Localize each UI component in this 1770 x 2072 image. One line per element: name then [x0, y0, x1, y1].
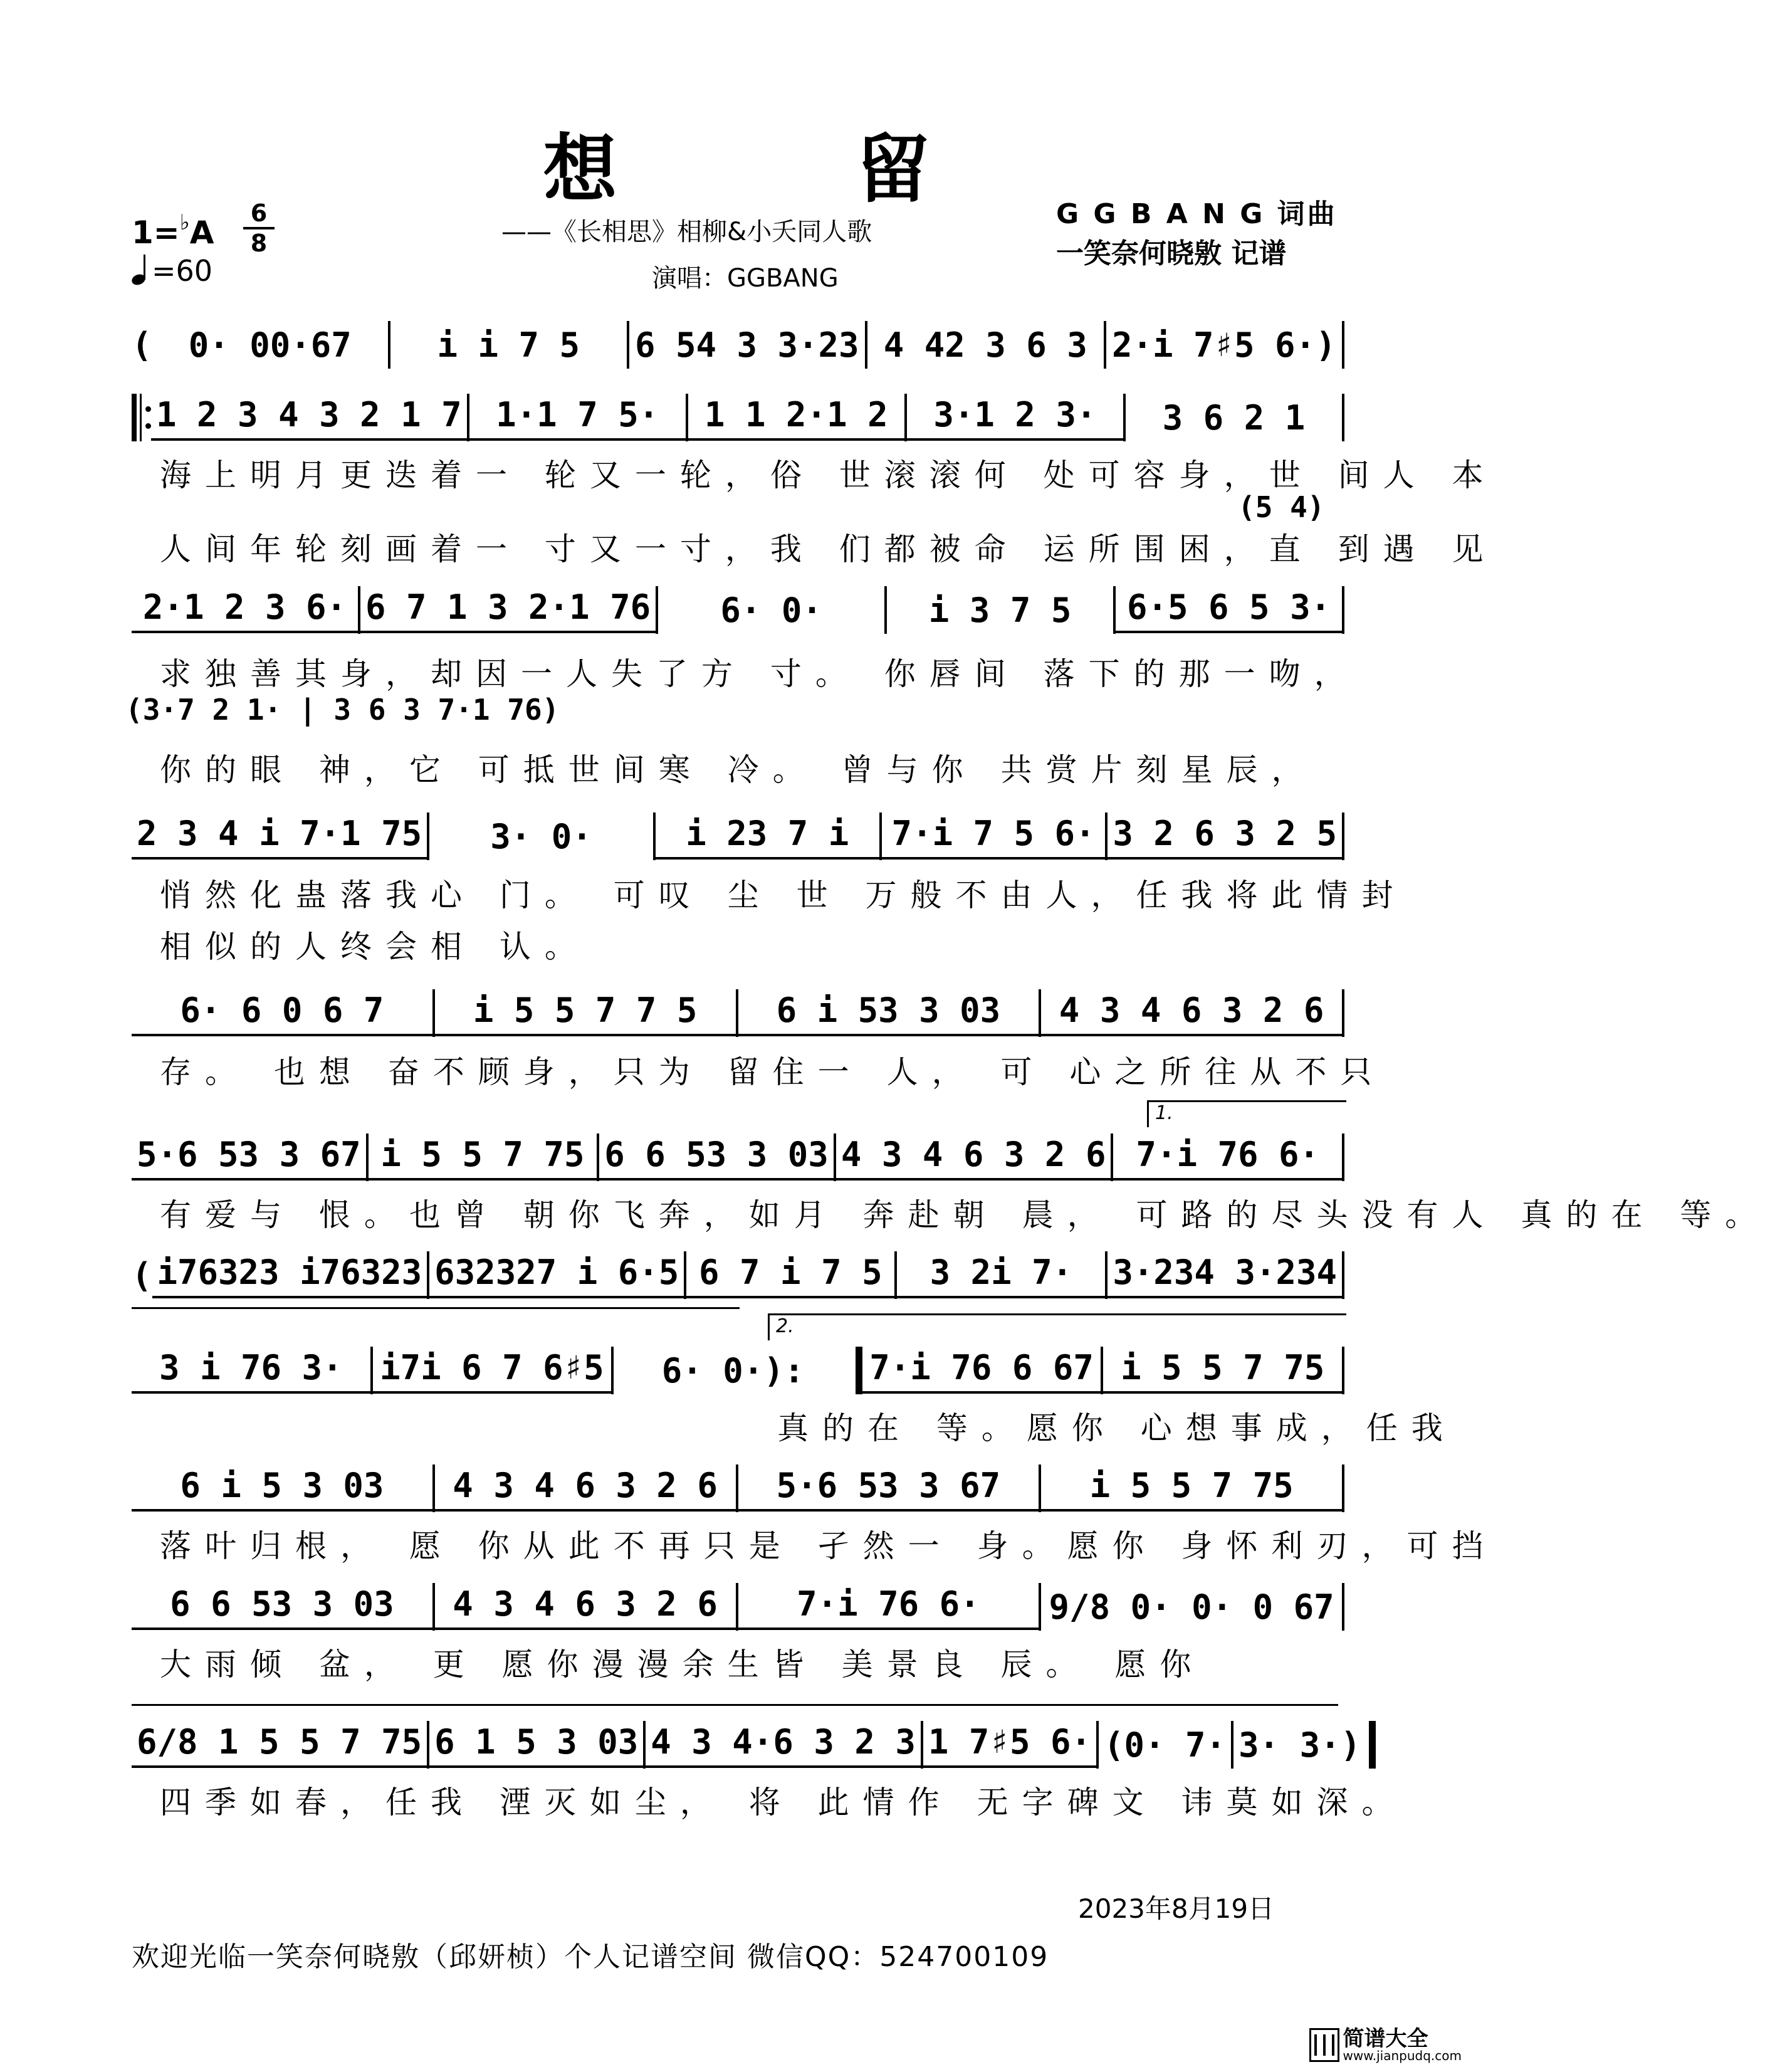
measure: 5·6 53 3 67 [738, 1466, 1039, 1512]
time-bottom: 8 [250, 229, 268, 257]
measure: 4 42 3 6 3 [883, 325, 1087, 365]
footer-note: 欢迎光临一笑奈何晓敫（邱妍桢）个人记谱空间 微信QQ：524700109 [132, 1941, 1049, 1973]
lyric-line: 真的在 等。愿你 心想事成，任我 [777, 1410, 1457, 1446]
measure: i 5 5 7 75 [369, 1135, 597, 1181]
staff-row-7 [132, 1347, 1344, 1394]
bracket-line [132, 1307, 740, 1309]
measure: 3 2 6 3 2 5 [1108, 814, 1342, 860]
measure: 2·1 2 3 6· [132, 587, 358, 633]
measure: 4 3 4 6 3 2 6 [836, 1135, 1111, 1181]
lyric-line: 你的眼 神，它 可抵世间寒 冷。 曾与你 共赏片刻星辰， [160, 752, 1317, 788]
staff-lead: ( [132, 1255, 152, 1295]
tempo [132, 254, 212, 288]
measure: 4 3 4 6 3 2 6 [435, 1584, 736, 1630]
measure: 6 6 53 3 03 [599, 1135, 834, 1181]
measure: 3·234 3·234 [1108, 1253, 1342, 1298]
measure: 7·i 76 6· [1113, 1135, 1342, 1181]
measure: 6· 6 0 6 7 [132, 991, 432, 1036]
measure: 6 i 5 3 03 [132, 1466, 432, 1512]
tempo-value: =60 [152, 254, 213, 288]
alt-notes: (3·7 2 1· | 3 6 3 7·1 76) [125, 693, 560, 727]
measure: i 5 5 7 75 [1103, 1348, 1342, 1394]
measure: 9/8 0· 0· 0 67 [1049, 1587, 1334, 1627]
measure: i 3 7 5 [928, 590, 1072, 630]
key-signature [132, 210, 214, 251]
measure: 6· 0·): [661, 1350, 805, 1391]
measure: i i 7 5 [437, 325, 580, 365]
measure: 7·i 7 5 6· [882, 814, 1106, 860]
measure: 6 54 3 3·23 [634, 325, 859, 365]
staff-row-4 [132, 989, 1344, 1037]
measure: 3 i 76 3· [132, 1348, 370, 1394]
measure: i 23 7 i [656, 814, 879, 860]
measure: 632327 i 6·5 [429, 1253, 684, 1298]
measure: 6 6 53 3 03 [132, 1584, 432, 1630]
measure: 5·6 53 3 67 [132, 1135, 366, 1181]
key-prefix: 1= [132, 214, 180, 251]
logo-name: 简谱大全 [1343, 2026, 1428, 2051]
key-note: A [189, 214, 214, 251]
measure: 1 1 2·1 2 [688, 395, 904, 441]
measure: 3· 0· [490, 816, 592, 856]
measure: 6 i 53 3 03 [738, 991, 1039, 1036]
repeat-start-sign [132, 394, 142, 441]
volta-first: 1. [1147, 1100, 1346, 1127]
measure: 4 3 4 6 3 2 6 [1041, 991, 1342, 1036]
measure: 6· 0· [720, 590, 822, 630]
staff-row-2 [132, 586, 1344, 634]
alt-notes: (5 4) [1238, 490, 1325, 524]
time-signature [243, 201, 275, 256]
measure: 3 6 2 1 [1162, 397, 1306, 438]
measure: 3·1 2 3· [907, 395, 1123, 441]
measure: 4 3 4 6 3 2 6 [435, 1466, 736, 1512]
staff-row-9 [132, 1583, 1344, 1631]
measure: 6/8 1 5 5 7 75 [132, 1722, 427, 1768]
measure: i 5 5 7 75 [1041, 1466, 1342, 1512]
logo-url: www.jianpudq.com [1343, 2048, 1462, 2063]
final-barline [1366, 1721, 1376, 1769]
measure: 6 7 i 7 5 [686, 1253, 894, 1298]
page-title: 想 留 [543, 126, 1037, 213]
site-logo [1309, 2028, 1462, 2062]
staff-row-10 [132, 1721, 1361, 1769]
measure: 4 3 4·6 3 2 3 [646, 1722, 921, 1768]
measure: 7·i 76 6· [738, 1584, 1039, 1630]
measure: 1 7♯5 6· [923, 1722, 1096, 1768]
staff-row-0 [132, 321, 1344, 369]
lyric-line: 有爱与 恨。也曾 朝你飞奔，如月 奔赴朝 晨， 可路的尽头没有人 真的在 等。 [160, 1197, 1770, 1233]
lyric-line: 四季如春，任我 湮灭如尘， 将 此情作 无字碑文 讳莫如深。 [160, 1784, 1407, 1821]
flat-icon: ♭ [179, 210, 190, 235]
lyric-line: 海上明月更迭着一 轮又一轮，俗 世滚滚何 处可容身，世 间人 本 [160, 457, 1497, 493]
repeat-end-sign [852, 1347, 862, 1394]
lyric-line: 相似的人终会相 认。 [160, 928, 590, 965]
staff-row-1 [132, 394, 1344, 441]
measure: 3 2i 7· [897, 1253, 1105, 1298]
staff-row-6 [132, 1251, 1344, 1299]
staff-row-5 [132, 1133, 1344, 1181]
measure: (0· 7· [1104, 1725, 1227, 1765]
measure: 6·5 6 5 3· [1116, 587, 1342, 633]
measure: 0· 00·67 [188, 325, 352, 365]
measure: i 5 5 7 7 5 [435, 991, 736, 1036]
measure: 3· 3·) [1238, 1725, 1361, 1765]
measure: 1 2 3 4 3 2 1 7 [151, 395, 467, 441]
measure: 6 7 1 3 2·1 76 [360, 587, 656, 633]
volta-second: 2. [768, 1313, 1346, 1340]
staff-lead: ( [132, 325, 152, 365]
lyric-line: 落叶归根， 愿 你从此不再只是 孑然一 身。愿你 身怀利刃，可挡 [160, 1528, 1497, 1564]
staff-row-8 [132, 1465, 1344, 1512]
lyricist-composer: G G B A N G 词曲 [1056, 198, 1338, 230]
measure: i76323 i76323 [152, 1253, 427, 1298]
date: 2023年8月19日 [1078, 1893, 1275, 1924]
measure: 2·i 7♯5 6·) [1111, 325, 1336, 365]
measure: i7i 6 7 6♯5 [373, 1348, 612, 1394]
lyric-line: 存。 也想 奋不顾身，只为 留住一 人， 可 心之所往从不只 [160, 1054, 1386, 1090]
lyric-line: 求独善其身，却因一人失了方 寸。 你唇间 落下的那一吻， [160, 656, 1359, 692]
measure: 1·1 7 5· [469, 395, 686, 441]
measure: 7·i 76 6 67 [862, 1348, 1101, 1394]
quarter-note-icon [132, 256, 147, 285]
measure: 6 1 5 3 03 [429, 1722, 643, 1768]
singer: 演唱：GGBANG [652, 264, 839, 293]
transcriber: 一笑奈何晓敫 记谱 [1056, 238, 1287, 270]
lyric-line: 人间年轮刻画着一 寸又一寸，我 们都被命 运所围困，直 到遇 见 [160, 531, 1497, 567]
staff-row-3 [132, 812, 1344, 860]
time-top: 6 [250, 199, 268, 227]
measure: 2 3 4 i 7·1 75 [132, 814, 427, 860]
repeat-dots [145, 406, 151, 429]
subtitle: ——《长相思》相柳&小夭同人歌 [501, 218, 872, 246]
lyric-line: 大雨倾 盆， 更 愿你漫漫余生皆 美景良 辰。 愿你 [160, 1646, 1205, 1683]
bracket-line [132, 1704, 1338, 1706]
lyric-line: 悄然化蛊落我心 门。 可叹 尘 世 万般不由人，任我将此情封 [160, 877, 1407, 913]
piano-keys-icon [1309, 2028, 1339, 2062]
